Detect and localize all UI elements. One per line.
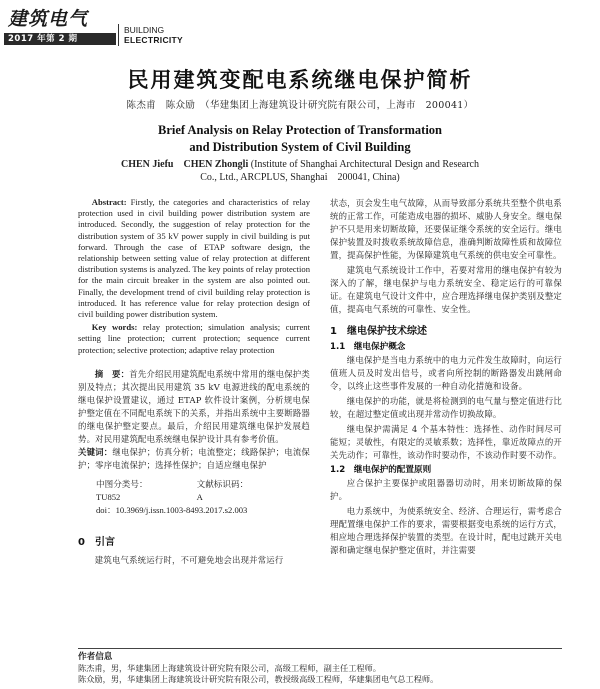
intro-paragraph: 建筑电气系统运行时，不可避免地会出现并常运行 xyxy=(94,554,284,565)
keywords-cn-text: 继电保护；仿真分析；电流整定；线路保护；电流保护；零序电流保护；选择性保护；自适应继电保护 xyxy=(78,446,310,470)
subsection-heading-1-1: 1.1 继电保护概念 xyxy=(330,342,406,352)
authors-en xyxy=(0,158,600,184)
authors-en-names: CHEN Jiefu CHEN Zhongli xyxy=(120,159,249,170)
authors-en-affiliation-2: Co., Ltd., ARCPLUS, Shanghai 200041, China) xyxy=(200,172,400,183)
paragraph-6: 应合保护主要保护或阻器器切动时，用来切断故障的保护。 xyxy=(330,478,562,501)
section-1-1-body xyxy=(330,354,562,462)
abstract-en-label: Abstract: xyxy=(91,197,127,207)
clc-value: TU852 xyxy=(96,491,121,502)
subsection-heading-1-2: 1.2 继电保护的配置原则 xyxy=(330,465,432,475)
section-heading-1: 1 继电保护技术综述 xyxy=(330,326,427,337)
journal-logo-en-line2: ELECTRICITY xyxy=(124,35,184,45)
paragraph-3: 继电保护是当电力系统中的电力元件发生故障时，向运行值班人员及时发出信号，或者向所控制的断路器发出跳闸命令，以终止这些事件发展的一种自动化措施和设备。 xyxy=(330,355,562,391)
keywords-en-text: relay protection; simulation analysis; current setting line protection; current protection; sequence current protection; selective protection; adaptive relay protection xyxy=(78,322,310,355)
journal-logo-cn: 建筑电气 xyxy=(8,8,89,30)
abstract-cn xyxy=(78,368,310,472)
paper-title-en-line1: Brief Analysis on Relay Protection of Transformation xyxy=(157,123,442,137)
author-info-line-1: 陈杰甫，男，华建集团上海建筑设计研究院有限公司，高级工程师，副主任工程师。 xyxy=(78,663,381,673)
section-heading-intro: 0 引言 xyxy=(78,536,115,548)
right-column xyxy=(330,197,562,559)
paragraph-1: 状态，页会发生电气故障，从而导致部分系统共至整个供电系统的正常工作，可能造成电器的损坏、威胁人身安全。继电保护不只是用来切断故障，还要保证继令系统的安全运行。继电保护装置及时拨收系统故障信息，准确判断故障性质和故障位置，提高保护性能，为保障建筑电气系统的供电安全可靠性。 xyxy=(330,198,562,260)
journal-masthead xyxy=(0,0,600,52)
issue-label: 2017 年第 2 期 xyxy=(4,33,116,45)
keywords-en-label: Key words: xyxy=(91,322,138,333)
author-info-line-2: 陈众励，男，华建集团上海建筑设计研究院有限公司，教授级高级工程师，华建集团电气总工程师。 xyxy=(78,674,439,684)
author-info-divider xyxy=(78,648,562,649)
authors-en-affiliation-1: (Institute of Shanghai Architectural Design and Research xyxy=(250,159,479,170)
document-code xyxy=(197,478,280,504)
journal-logo-en-line1: BUILDING xyxy=(124,25,165,35)
abstract-en xyxy=(78,197,310,356)
paper-title-en xyxy=(0,122,600,156)
section-1-2-body xyxy=(330,477,562,557)
classification-info xyxy=(78,478,310,517)
paragraph-7: 电力系统中，为使系统安全、经济、合理运行，需考虑合理配置继电保护工作的要求，需要根据变电系统的运行方式，相应地合理选择保护装置的类型。在设计时，配电过跳开关电源和确定继电保护整定值时，并注需要 xyxy=(330,506,562,555)
keywords-cn-label: 关键词： xyxy=(78,446,113,457)
keywords-cn xyxy=(78,446,310,472)
authors-cn: 陈杰甫 陈众励 （华建集团上海建筑设计研究院有限公司，上海市 200041） xyxy=(126,100,474,111)
author-info-label: 作者信息 xyxy=(78,652,113,662)
left-column xyxy=(78,197,310,567)
paragraph-4: 继电保护的功能，就是将检测到的电气量与整定值进行比较，在超过整定值或出现并常动作切换故障。 xyxy=(330,396,562,419)
authors-en-line1 xyxy=(0,158,600,171)
keywords-en xyxy=(78,322,310,356)
abstract-en-text: Firstly, the categories and characteristics of relay protection used in civil building power distribution system are introduced. Secondly, the suggestion of relay protection for the distribution system of 35 kV power supply in civil building is put forward. Through the case of ETAP software design, the relationship between setting value of relay protection at different distribution systems is analyzed. The key points of relay protection for the main circuit breaker in the system are also pointed out. Finally, the development trend of civil building relay protection is introduced. It has reference value for relay protection design of civil building power distribution system. xyxy=(78,197,310,320)
paragraph-2: 建筑电气系统设计工作中，若要对常用的继电保护有较为深入的了解，继电保护与电力系统安全、稳定运行的可靠保证。在建筑电气设计文件中，应合理选择继电保护类别及整定值，提高电气系统的可靠性、安全性。 xyxy=(330,265,562,314)
abstract-cn-label: 摘 要： xyxy=(94,368,130,379)
doi: doi：10.3969/j.issn.1003-8493.2017.s2.003 xyxy=(96,504,248,515)
paper-title-cn: 民用建筑变配电系统继电保护简析 xyxy=(127,68,473,92)
intro-body xyxy=(78,554,310,567)
abstract-en-paragraph xyxy=(78,197,310,320)
abstract-cn-paragraph xyxy=(78,368,310,446)
doc-code-value: A xyxy=(196,491,203,502)
right-column-body xyxy=(330,197,562,316)
author-info xyxy=(78,652,578,685)
clc-code xyxy=(96,478,197,504)
classification-row xyxy=(96,478,310,504)
journal-logo-en xyxy=(124,25,183,45)
clc-label: 中图分类号： xyxy=(96,478,148,489)
masthead-divider xyxy=(118,24,119,46)
paragraph-5: 继电保护需满足 4 个基本特性：选择性、动作时间尽可能短；灵敏性，有限定的灵敏系数；选择性，靠近故障点的开关先动作；可靠性，该动作时要动作，不该动作时要不动作。 xyxy=(330,424,562,460)
paper-title-en-line2: and Distribution System of Civil Building xyxy=(189,140,411,154)
abstract-cn-text: 首先介绍民用建筑配电系统中常用的继电保护类别及特点；其次提出民用建筑 35 kV 电源进线的配电系统的继电保护设置建议，通过 ETAP 软件设计案例，分析规电保护整定值在不同配电系统下的关系，并指出系统中主要断路器的继电保护整定要点。最后，介绍民用建筑继电保护发展趋势。对民用建筑配电系统继电保护设计具有参考价值。 xyxy=(78,368,310,444)
doc-code-label: 文献标识码： xyxy=(196,478,249,489)
